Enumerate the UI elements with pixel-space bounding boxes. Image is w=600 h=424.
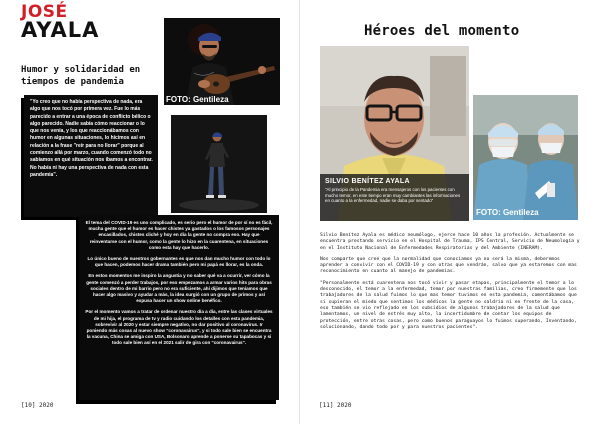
- pull-quote-text: "Yo creo que no había perspectiva de nada, era algo que nos tocó por primera vez. Fue lo más parecido a entrar a una época de conflicto bélico o algo parecido. Nadie sabía cómo reaccionar o lo que nos venía, y los que reaccionábamos con humor en algunas situaciones, lo hicimos así en relación a la frase "reír para no llorar" porque al comienzo allá por marzo, cuando comenzó todo no sabíamos en qué situación nos íbamos a encontrar. No había ni hay una perspectiva de nada con esta pandemia".: [30, 99, 153, 178]
- page-folio-right: [11] 2020: [319, 402, 352, 409]
- health-workers-photo-caption: FOTO: Gentileza: [476, 208, 539, 217]
- guitarist-photo: [164, 18, 280, 105]
- pull-quote-box: [24, 95, 158, 217]
- article-name-first: JOSÉ: [21, 2, 68, 22]
- article-headline: Humor y solidaridad en tiempos de pandemia: [21, 65, 141, 87]
- article-paragraph: Nos comparte que cree que la normalidad que conocíamos ya no será la misma, deberemos aprender a convivir con el COVID-19 y con otras que vendrán, salvo que ya estaremos con mas reconocimiento en cuanto al manejo de pandemias.: [320, 256, 577, 275]
- page-folio-left: [10] 2020: [21, 402, 54, 409]
- guitarist-photo-caption: FOTO: Gentileza: [166, 95, 229, 104]
- article-name-last: AYALA: [21, 18, 100, 42]
- doctor-name: SILVIO BENÍTEZ AYALA: [325, 178, 410, 185]
- right-page: [300, 0, 600, 424]
- article-paragraph: "Personalmente está cuarentena nos tocó vivir y pasar etapas, principalmente el temor a lo desconocido, el temor a la enfermedad, temor por nuestras familias, creo firmemente que los trabajadores de la salud fuimos lo que mas temor tuvimos en esta pandemia, comentábamos que si supieran el miedo que sentimos los médicos la gente no saldría ni en frente de la casa, eso también se vio reflejado en los subsidios de algunos trabajadores de la salud que lamentamos, un nivel de estrés muy alto, la incertidumbre de contar los equipos de protección, entre otras cosas, pero como buenos paraguayos lo fuimos superando, Inventando, solucionando, dando todo por y para nuestros pacientes".: [320, 280, 577, 330]
- doctor-portrait-photo: [320, 46, 469, 221]
- article-paragraph: Por el momento vamos a tratar de ordenar nuestro día a día, entre las clases virtuales de mi hija, el programa de tv y radio cuidando los detalles con esta pandemia, sobrevivir al 2020 y estar siempre negativo, no dar positivo al coronavirus. Ir poniendo más cosas al nuevo show "coronavairus", y si todo sale bien se encuentra la vacuna, China se amiga con USA, Bolsonaro aprende a ponerse su tapabocas y si todo sale bien así en el 2021 salir de gira con "coronavairus".: [85, 309, 273, 346]
- article-body-box: [79, 215, 279, 400]
- guitarist-illustration: [164, 18, 280, 105]
- health-workers-photo: [473, 95, 578, 220]
- article-paragraph: En estos momentos me inspiro la angustia y no saber qué va a ocurrir, ver cómo la gente comenzó a perder trabajos, por eso empezamos a armar varios hits para obras sociales dentro de mi barrio pero no era suficiente, ahí dijimos que teníamos que hacer algo masivo y ayudar a más, la idea surgió con un grupo de primos y así expusa hacer un show online benéfico.: [86, 273, 272, 304]
- stage-photo: [171, 115, 267, 213]
- article-paragraph: Lo único bueno de nuestros gobernantes es que nos dan mucho humor con todo lo que hacen, podemos hacer drama también pero mi papá es llorar, es la onda.: [87, 256, 271, 268]
- health-workers-illustration: [473, 95, 578, 220]
- section-title: Héroes del momento: [364, 23, 520, 39]
- doctor-quote: "Al principio de la Pandemia era mensajeros con los pacientes con mucho temor, en este tiempo eran muy cambiantes las informaciones en cuanto a la enfermedad, nadie se daba por sentado": [325, 187, 461, 204]
- article-paragraph: Silvio Benítez Ayala es médico neumólogo, ejerce hace 10 años la profesión. Actualmente se encuentra prestando servicio en el Hospital de Trauma, IPS Central, Servicio de Neumología y en el Instituto Nacional de Enfermedades Respiratorias y del Ambiente (INERAM).: [320, 233, 580, 251]
- article-paragraph: El tema del COVID-19 es uno complicado, es serio pero el humor de por sí no es fácil, mucha gente que el humor es hacer chistes ya gastados o los famosos personajes encasillados, chistes cliché y hoy en día la gente no compra eso. Hay que reinventarse con el humor, como la gente lo hizo en la cuarentena, en situaciones como esta hay que hacerlo.: [85, 220, 273, 250]
- article-body: [320, 233, 582, 336]
- doctor-caption-overlay: [320, 174, 469, 221]
- comedian-stage-illustration: [171, 115, 267, 213]
